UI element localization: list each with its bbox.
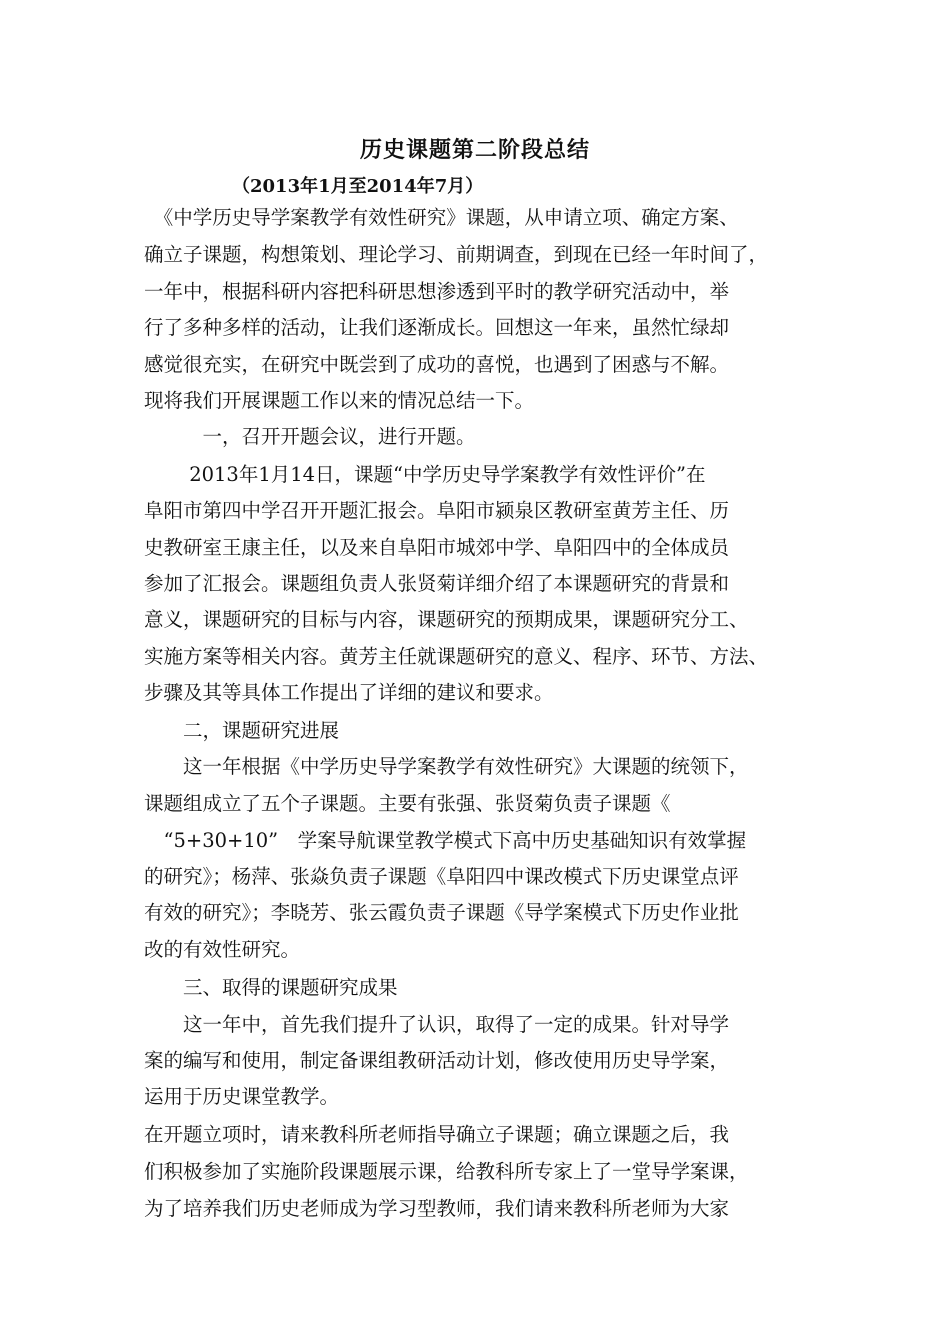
paragraph-line: 《中学历史导学案教学有效性研究》课题，从申请立项、确定方案、 <box>144 206 739 229</box>
paragraph-line: 二，课题研究进展 <box>144 719 340 742</box>
paragraph-line: 2013年1月14日，课题“中学历史导学案教学有效性评价”在 <box>144 463 706 486</box>
paragraph-line: 有效的研究》；李晓芳、张云霞负责子课题《导学案模式下历史作业批 <box>144 901 739 924</box>
paragraph-line: 这一年中，首先我们提升了认识，取得了一定的成果。针对导学 <box>144 1013 730 1036</box>
paragraph-line: 这一年根据《中学历史导学案教学有效性研究》大课题的统领下， <box>144 755 749 778</box>
paragraph-line: “5+30+10” 学案导航课堂教学模式下高中历史基础知识有效掌握 <box>144 829 747 852</box>
paragraph-line: 现将我们开展课题工作以来的情况总结一下。 <box>144 389 535 412</box>
paragraph-line: 行了多种多样的活动，让我们逐渐成长。回想这一年来，虽然忙绿却 <box>144 316 730 339</box>
paragraph-line: 一，召开开题会议，进行开题。 <box>144 425 476 448</box>
paragraph-line: 在开题立项时，请来教科所老师指导确立子课题；确立课题之后，我 <box>144 1123 730 1146</box>
document-title: 历史课题第二阶段总结 <box>359 137 590 163</box>
paragraph-line: 们积极参加了实施阶段课题展示课，给教科所专家上了一堂导学案课， <box>144 1160 749 1183</box>
paragraph-line: 运用于历史课堂教学。 <box>144 1085 340 1108</box>
paragraph-line: 实施方案等相关内容。黄芳主任就课题研究的意义、程序、环节、方法、 <box>144 645 769 668</box>
paragraph-line: 三、取得的课题研究成果 <box>144 976 398 999</box>
paragraph-line: 改的有效性研究。 <box>144 938 301 961</box>
paragraph-line: 课题组成立了五个子课题。主要有张强、张贤菊负责子课题《 <box>144 792 671 815</box>
paragraph-line: 感觉很充实，在研究中既尝到了成功的喜悦，也遇到了困惑与不解。 <box>144 353 730 376</box>
paragraph-line: 意义，课题研究的目标与内容，课题研究的预期成果，课题研究分工、 <box>144 608 749 631</box>
paragraph-line: 参加了汇报会。课题组负责人张贤菊详细介绍了本课题研究的背景和 <box>144 572 730 595</box>
paragraph-line: 为了培养我们历史老师成为学习型教师，我们请来教科所老师为大家 <box>144 1197 730 1220</box>
paragraph-line: 史教研室王康主任，以及来自阜阳市城郊中学、阜阳四中的全体成员 <box>144 536 730 559</box>
document-subtitle: （2013年1月至2014年7月） <box>232 176 484 197</box>
paragraph-line: 步骤及其等具体工作提出了详细的建议和要求。 <box>144 681 554 704</box>
paragraph-line: 确立子课题，构想策划、理论学习、前期调查，到现在已经一年时间了， <box>144 243 769 266</box>
paragraph-line: 案的编写和使用，制定备课组教研活动计划，修改使用历史导学案， <box>144 1049 730 1072</box>
paragraph-line: 的研究》；杨萍、张焱负责子课题《阜阳四中课改模式下历史课堂点评 <box>144 865 739 888</box>
paragraph-line: 一年中，根据科研内容把科研思想渗透到平时的教学研究活动中，举 <box>144 280 730 303</box>
paragraph-line: 阜阳市第四中学召开开题汇报会。阜阳市颍泉区教研室黄芳主任、历 <box>144 499 730 522</box>
